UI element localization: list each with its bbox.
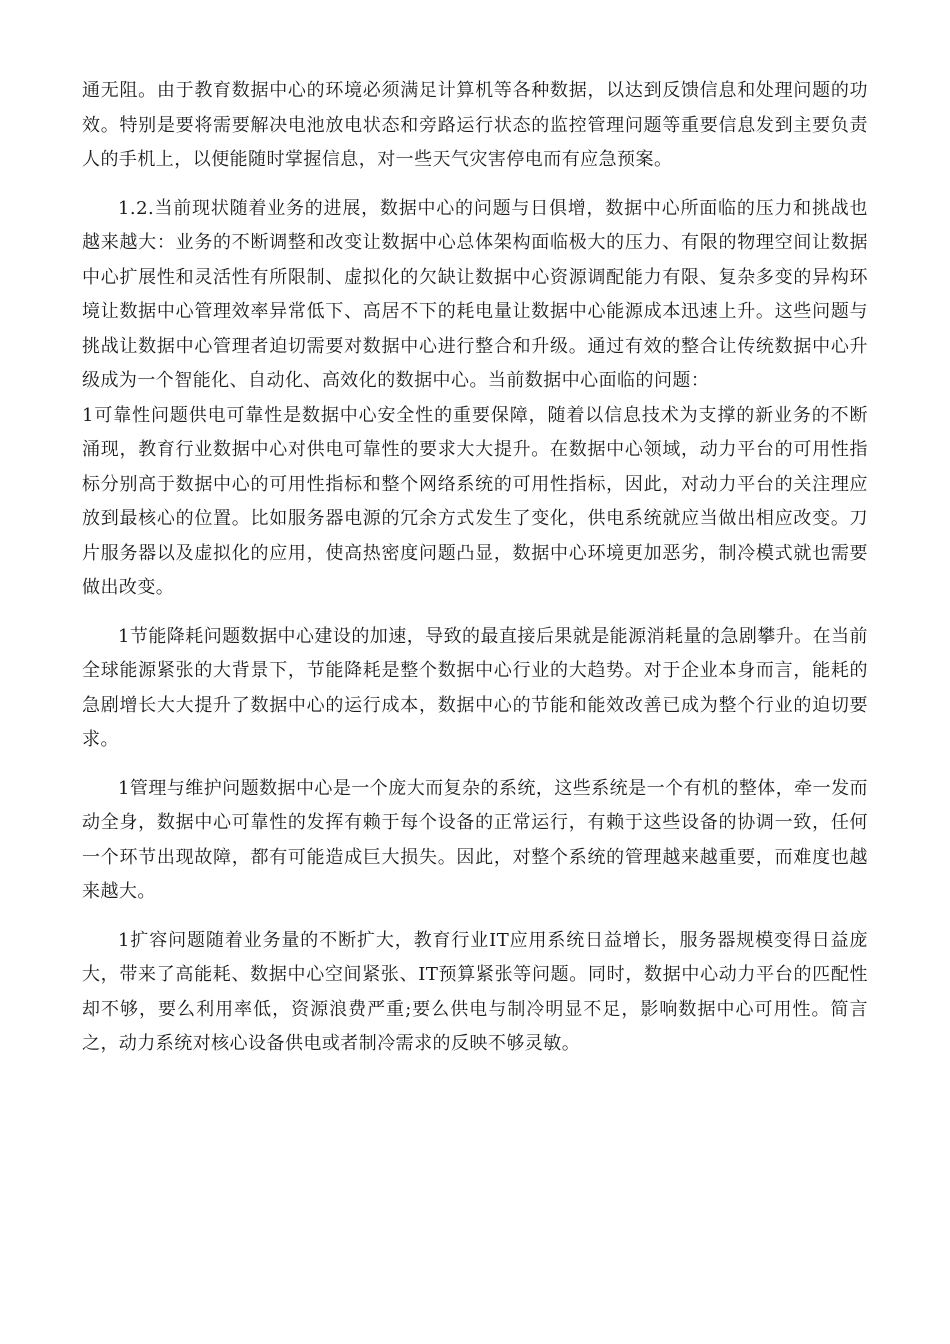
paragraph-current-status: 1.2.当前现状随着业务的进展，数据中心的问题与日俱增，数据中心所面临的压力和挑战也越来越大：业务的不断调整和改变让数据中心总体架构面临极大的压力、有限的物理空间让数据中心扩展性和灵活性有所限制、虚拟化的欠缺让数据中心资源调配能力有限、复杂多变的异构环境让数据中心管理效率异常低下、高居不下的耗电量让数据中心能源成本迅速上升。这些问题与挑战让数据中心管理者迫切需要对数据中心进行整合和升级。通过有效的整合让传统数据中心升级成为一个智能化、自动化、高效化的数据中心。当前数据中心面临的问题： <box>82 197 868 391</box>
paragraph-continuation: 通无阻。由于教育数据中心的环境必须满足计算机等各种数据，以达到反馈信息和处理问题的功效。特别是要将需要解决电池放电状态和旁路运行状态的监控管理问题等重要信息发到主要负责人的手机上，以便能随时掌握信息，对一些天气灾害停电而有应急预案。 <box>82 80 868 170</box>
paragraph-energy-saving: 1节能降耗问题数据中心建设的加速，导致的最直接后果就是能源消耗量的急剧攀升。在当前全球能源紧张的大背景下，节能降耗是整个数据中心行业的大趋势。对于企业本身而言，能耗的急剧增长大大提升了数据中心的运行成本，数据中心的节能和能效改善已成为整个行业的迫切要求。 <box>82 625 868 750</box>
paragraph-reliability: 1可靠性问题供电可靠性是数据中心安全性的重要保障，随着以信息技术为支撑的新业务的不断涌现，教育行业数据中心对供电可靠性的要求大大提升。在数据中心领域，动力平台的可用性指标分别高于数据中心的可用性指标和整个网络系统的可用性指标，因此，对动力平台的关注理应放到最核心的位置。比如服务器电源的冗余方式发生了变化，供电系统就应当做出相应改变。刀片服务器以及虚拟化的应用，使高热密度问题凸显，数据中心环境更加恶劣，制冷模式就也需要做出改变。 <box>82 404 868 598</box>
paragraph-management: 1管理与维护问题数据中心是一个庞大而复杂的系统，这些系统是一个有机的整体，牵一发而动全身，数据中心可靠性的发挥有赖于每个设备的正常运行，有赖于这些设备的协调一致，任何一个环节出现故障，都有可能造成巨大损失。因此，对整个系统的管理越来越重要，而难度也越来越大。 <box>82 777 868 902</box>
document-body <box>82 74 868 1062</box>
paragraph-expansion: 1扩容问题随着业务量的不断扩大，教育行业IT应用系统日益增长，服务器规模变得日益庞大，带来了高能耗、数据中心空间紧张、IT预算紧张等问题。同时，数据中心动力平台的匹配性却不够，要么利用率低，资源浪费严重;要么供电与制冷明显不足，影响数据中心可用性。简言之，动力系统对核心设备供电或者制冷需求的反映不够灵敏。 <box>82 929 868 1054</box>
